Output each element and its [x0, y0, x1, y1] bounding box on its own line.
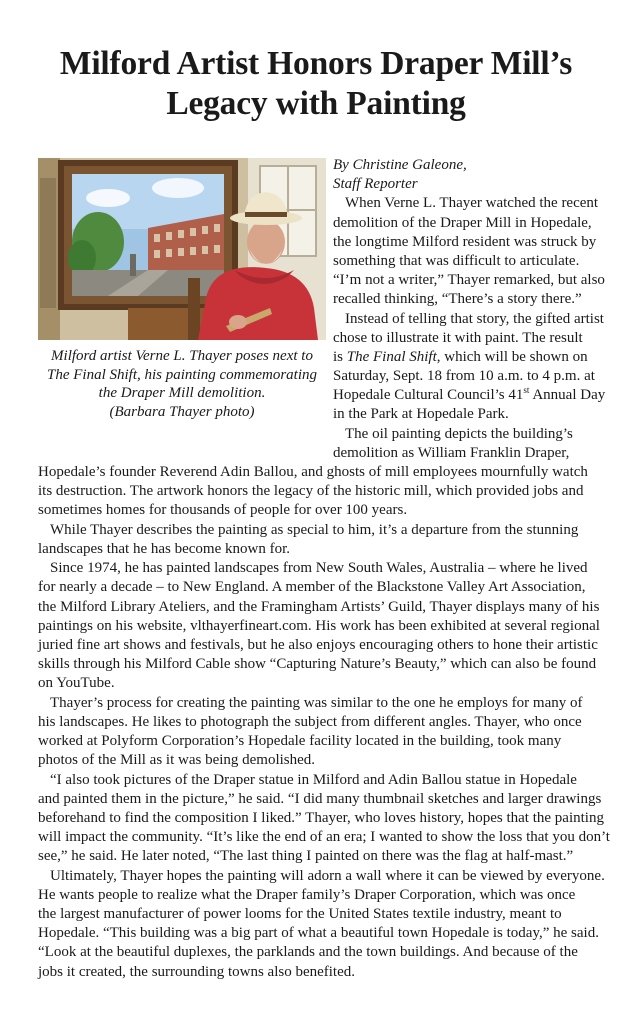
text-segment: , which will be shown on	[436, 348, 588, 365]
photo-illustration	[38, 158, 326, 340]
body-line: “I also took pictures of the Draper statue in Milford and Adin Ballou statue in Hopedale	[50, 771, 577, 788]
body-line: Hopedale’s founder Reverend Adin Ballou, and ghosts of mill employees mournfully watch	[38, 464, 588, 480]
column-line: the longtime Milford resident was struck by	[333, 233, 597, 250]
column-line: something that was difficult to articulate.	[333, 252, 580, 269]
body-line: jobs it created, the surrounding towns also benefited.	[38, 963, 356, 980]
body-line: Thayer’s process for creating the painting was similar to the one he employs for many of	[50, 694, 583, 711]
body-line: the Milford Library Ateliers, and the Framingham Artists’ Guild, Thayer displays many of his	[38, 598, 600, 615]
body-line: photos of the Mill as it was being demolished.	[38, 752, 316, 769]
right-column	[333, 156, 606, 463]
headline-line-2: Legacy with Painting	[166, 85, 466, 122]
body-line: While Thayer describes the painting as special to him, it’s a departure from the stunning	[50, 521, 579, 538]
column-line: demolition of the Draper Mill in Hopedale,	[333, 214, 592, 231]
painting-title: The Final Shift	[346, 348, 437, 365]
body-line: Since 1974, he has painted landscapes from New South Wales, Australia – where he lived	[50, 560, 588, 577]
body-line: and painted them in the picture,” he said. “I did many thumbnail sketches and larger drawings	[38, 790, 602, 807]
byline-title: Staff Reporter	[333, 176, 418, 193]
body-line: paintings on his website, vlthayerfineart.com. His work has been exhibited at several regional	[38, 617, 600, 634]
body-line: worked at Polyform Corporation’s Hopedale facility located in the building, took many	[38, 733, 562, 750]
ordinal-suffix: st	[523, 385, 530, 396]
body-line: his landscapes. He likes to photograph the subject from different angles. Thayer, who once	[38, 713, 582, 730]
article-headline	[20, 44, 612, 124]
column-line: recalled thinking, “There’s a story there.”	[333, 291, 582, 308]
column-line: chose to illustrate it with paint. The result	[333, 329, 583, 346]
column-line: “I’m not a writer,” Thayer remarked, but also	[333, 272, 605, 289]
caption-line: (Barbara Thayer photo)	[109, 403, 255, 420]
body-line: its destruction. The artwork honors the legacy of the historic mill, which provided jobs and	[38, 483, 584, 500]
text-segment: is	[333, 348, 344, 365]
article-photo	[38, 158, 326, 340]
body-line: juried fine art shows and festivals, but he also enjoys encouraging others to hone their artistic	[38, 636, 598, 653]
caption-line: The Final Shift, his painting commemorating	[47, 366, 317, 383]
caption-line: the Draper Mill demolition.	[98, 385, 266, 401]
body-line: He wants people to realize what the Draper family’s Draper Corporation, which was once	[38, 886, 576, 903]
body-line: for nearly a decade – to New England. A member of the Blackstone Valley Art Association,	[38, 579, 586, 596]
column-line	[333, 348, 603, 367]
text-segment: Annual Day	[529, 387, 606, 404]
body-line: the largest manufacturer of power looms for the United States textile industry, meant to	[38, 906, 562, 923]
column-line: The oil painting depicts the building’s	[345, 425, 573, 442]
column-line: Saturday, Sept. 18 from 10 a.m. to 4 p.m. at	[333, 368, 595, 385]
body-line: “Look at the beautiful duplexes, the parklands and the town buildings. And because of the	[38, 944, 578, 961]
column-line	[333, 385, 606, 405]
body-line: Ultimately, Thayer hopes the painting will adorn a wall where it can be viewed by everyone.	[50, 867, 605, 884]
body-line: see,” he said. He later noted, “The last thing I painted on there was the flag at half-mast.”	[38, 848, 574, 865]
column-line: Instead of telling that story, the gifted artist	[345, 310, 604, 327]
column-line: demolition as William Franklin Draper,	[333, 444, 570, 461]
byline-name: By Christine Galeone,	[333, 157, 467, 173]
body-line: landscapes that he has become known for.	[38, 540, 291, 557]
headline-line-1: Milford Artist Honors Draper Mill’s	[59, 45, 573, 82]
body-line: on YouTube.	[38, 675, 115, 692]
photo-caption	[38, 347, 326, 421]
column-line: in the Park at Hopedale Park.	[333, 406, 509, 423]
body-line: will impact the community. “It’s like the end of an era; I wanted to show the loss that you don’t	[38, 829, 610, 846]
text-segment: Hopedale Cultural Council’s 41	[333, 387, 524, 404]
caption-line: Milford artist Verne L. Thayer poses next to	[51, 348, 313, 364]
body-line: skills through his Milford Cable show “Capturing Nature’s Beauty,” which can also be found	[38, 656, 597, 673]
body-line: sometimes homes for thousands of people for over 100 years.	[38, 502, 408, 519]
article-body	[38, 463, 608, 982]
column-line: When Verne L. Thayer watched the recent	[345, 195, 599, 212]
body-line: Hopedale. “This building was a big part of what a beautiful town Hopedale is today,” he said.	[38, 925, 599, 942]
body-line: beforehand to find the composition I liked.” Thayer, who loves history, hopes that the painting	[38, 809, 604, 826]
